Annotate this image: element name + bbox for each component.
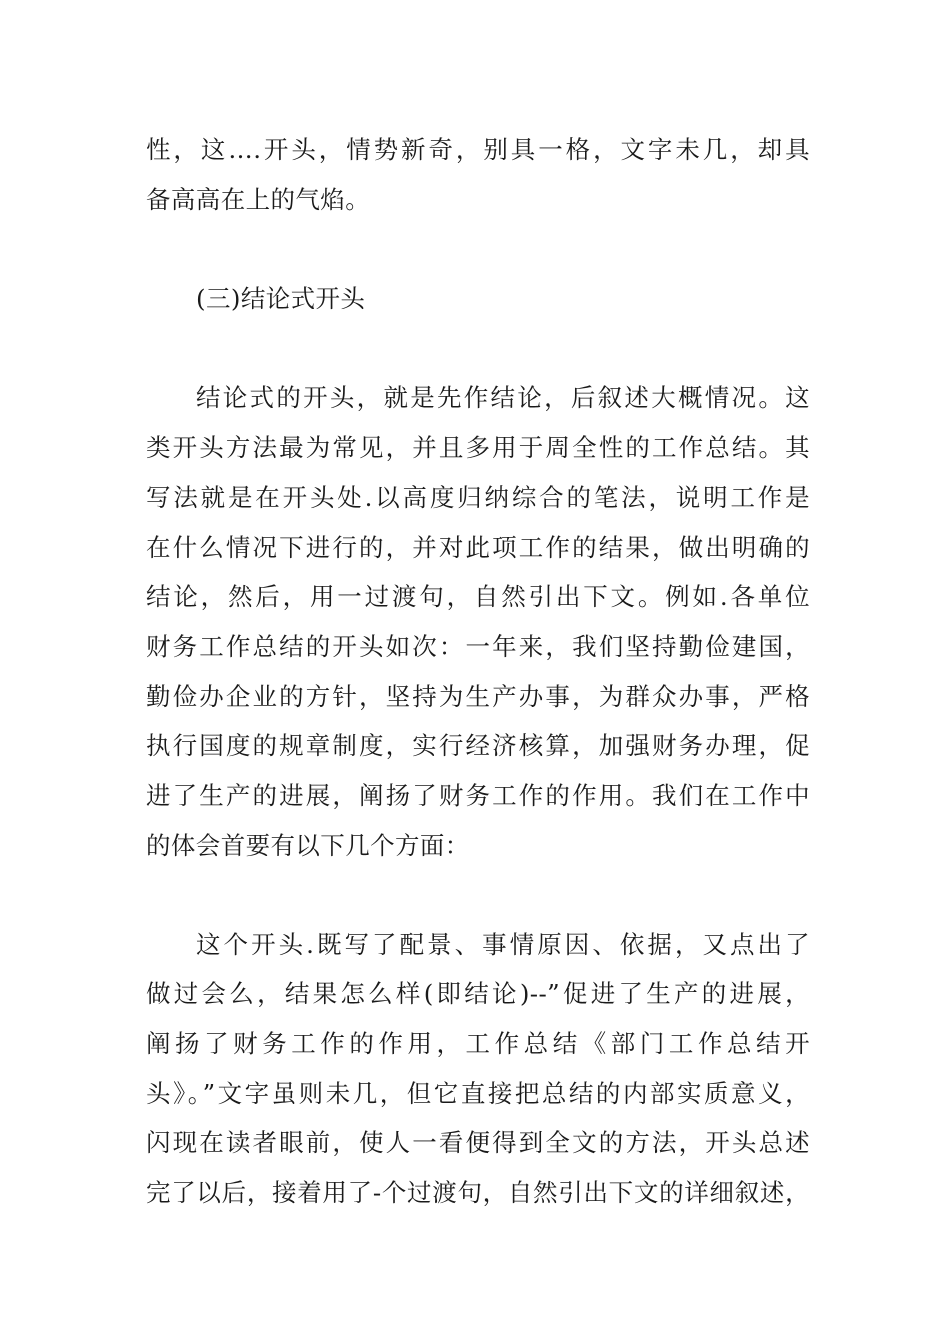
paragraph-3-line-1: 这个开头.既写了配景、事情原因、依据，又点出了 bbox=[196, 930, 810, 959]
paragraph-2-line-7: 勤俭办企业的方针，坚持为生产办事，为群众办事，严格 bbox=[146, 682, 810, 711]
paragraph-1-line-2: 备高高在上的气焰。 bbox=[146, 185, 371, 214]
paragraph-2-line-8: 执行国度的规章制度，实行经济核算，加强财务办理，促 bbox=[146, 731, 810, 760]
paragraph-3-line-6: 完了以后，接着用了-个过渡句，自然引出下文的详细叙述， bbox=[146, 1178, 810, 1207]
paragraph-3-line-5: 闪现在读者眼前，使人一看便得到全文的方法，开头总述 bbox=[146, 1128, 810, 1157]
paragraph-2-line-6: 财务工作总结的开头如次：一年来，我们坚持勤俭建国， bbox=[146, 632, 810, 661]
paragraph-2-line-10: 的体会首要有以下几个方面： bbox=[146, 831, 470, 860]
paragraph-2-line-4: 在什么情况下进行的，并对此项工作的结果，做出明确的 bbox=[146, 533, 810, 562]
section-heading: (三)结论式开头 bbox=[196, 284, 366, 313]
paragraph-2-line-2: 类开头方法最为常见，并且多用于周全性的工作总结。其 bbox=[146, 433, 810, 462]
paragraph-3-line-2: 做过会么，结果怎么样(即结论)--”促进了生产的进展， bbox=[146, 979, 810, 1008]
paragraph-2-line-1: 结论式的开头，就是先作结论，后叙述大概情况。这 bbox=[196, 383, 810, 412]
paragraph-2-line-9: 进了生产的进展，阐扬了财务工作的作用。我们在工作中 bbox=[146, 781, 810, 810]
paragraph-2-line-5: 结论，然后，用一过渡句，自然引出下文。例如.各单位 bbox=[146, 582, 810, 611]
paragraph-3-line-4: 头》。”文字虽则未几，但它直接把总结的内部实质意义， bbox=[146, 1079, 810, 1108]
paragraph-2-line-3: 写法就是在开头处.以高度归纳综合的笔法，说明工作是 bbox=[146, 483, 810, 512]
paragraph-1-line-1: 性，这….开头，情势新奇，别具一格，文字未几，却具 bbox=[146, 135, 810, 164]
paragraph-3-line-3: 阐扬了财务工作的作用，工作总结《部门工作总结开 bbox=[146, 1029, 810, 1058]
